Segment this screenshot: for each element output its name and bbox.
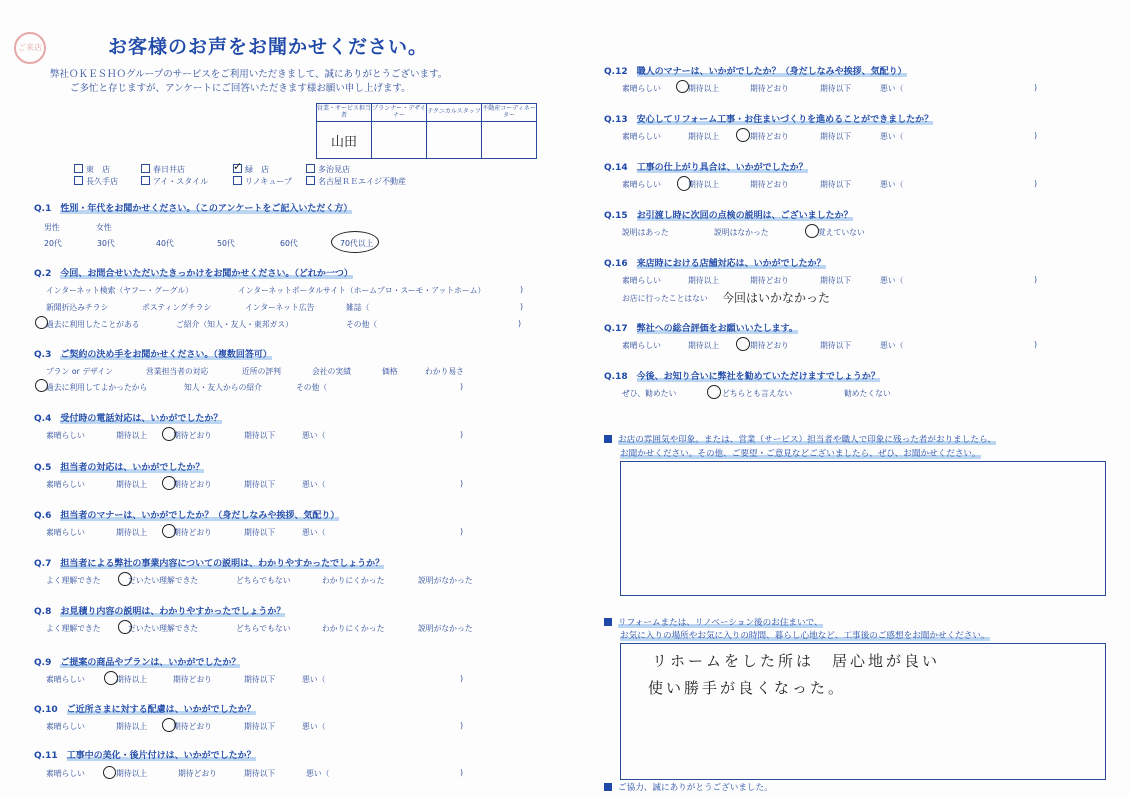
q1-age-50[interactable]: 50代 — [217, 239, 235, 248]
q2-question: Q.2 今回、お問合せいただいたきっかけをお聞かせください。（どれか一つ） — [34, 269, 353, 279]
store-higashi[interactable]: 東 店 — [74, 164, 110, 175]
q2-paren: ) — [520, 302, 524, 311]
answer-circle-icon — [162, 718, 176, 732]
section1-heading: お店の雰囲気や印象。または、営業（サービス）担当者や職人で印象に残った者がおりましたら、 — [604, 433, 996, 445]
q4-opt-bad[interactable]: 悪い（ — [302, 431, 326, 440]
q12-opt-as-expected[interactable]: 期待どおり — [750, 84, 789, 93]
q17-opt-excellent[interactable]: 素晴らしい — [622, 341, 661, 350]
q18-question: Q.18 今後、お知り合いに弊社を勧めていただけますでしょうか？ — [604, 372, 880, 382]
checkbox-icon[interactable] — [233, 176, 242, 185]
q17-opt-below[interactable]: 期待以下 — [820, 341, 852, 350]
q10-question: Q.10 ご近所さまに対する配慮は、いかがでしたか？ — [34, 705, 256, 715]
q12-paren: ) — [1034, 83, 1038, 92]
q11-opt-above[interactable]: 期待以上 — [116, 769, 148, 778]
store-tajimi[interactable]: 多治見店 — [306, 164, 350, 175]
answer-circle-icon — [103, 766, 116, 779]
q5-opt-excellent[interactable]: 素晴らしい — [46, 480, 85, 489]
staff-value-planner[interactable] — [372, 122, 427, 159]
staff-value-technical[interactable] — [427, 122, 482, 159]
q3-paren: ) — [460, 382, 464, 391]
q11-opt-excellent[interactable]: 素晴らしい — [46, 769, 85, 778]
q1-age-40[interactable]: 40代 — [156, 239, 174, 248]
q14-opt-bad[interactable]: 悪い（ — [880, 180, 904, 189]
q1-age-70plus[interactable]: 70代以上 — [340, 239, 374, 248]
q13-opt-as-expected[interactable]: 期待どおり — [750, 132, 789, 141]
q13-opt-bad[interactable]: 悪い（ — [880, 132, 904, 141]
q3-opt-plan[interactable]: プラン or デザイン — [46, 367, 113, 376]
answer-circle-icon — [104, 671, 118, 685]
q16-question: Q.16 来店時における店舗対応は、いかがでしたか？ — [604, 259, 826, 269]
q2-opt-past-user[interactable]: 過去に利用したことがある — [46, 320, 140, 329]
q1-gender-female[interactable]: 女性 — [96, 223, 112, 232]
checkbox-icon[interactable] — [141, 176, 150, 185]
q16-opt-never-visited[interactable]: お店に行ったことはない — [622, 294, 708, 303]
q16-opt-below[interactable]: 期待以下 — [820, 276, 852, 285]
q9-opt-below[interactable]: 期待以下 — [244, 675, 276, 684]
q17-opt-bad[interactable]: 悪い（ — [880, 341, 904, 350]
q8-opt-mostly[interactable]: だいたい理解できた — [128, 624, 199, 633]
q15-opt-not-explained[interactable]: 説明はなかった — [714, 228, 769, 237]
q15-question: Q.15 お引渡し時に次回の点検の説明は、ございましたか？ — [604, 211, 853, 221]
q8-question: Q.8 お見積り内容の説明は、わかりやすかったでしょうか？ — [34, 607, 286, 617]
section2-heading-line2: お気に入りの場所やお気に入りの時間、暮らし心地など、工事後のご感想をお聞かせください。 — [620, 631, 990, 641]
checkbox-icon[interactable] — [306, 164, 315, 173]
q5-opt-bad[interactable]: 悪い（ — [302, 480, 326, 489]
q9-opt-above[interactable]: 期待以上 — [116, 675, 148, 684]
q16-opt-as-expected[interactable]: 期待どおり — [750, 276, 789, 285]
q12-opt-below[interactable]: 期待以下 — [820, 84, 852, 93]
staff-value-sales[interactable]: 山田 — [317, 122, 372, 159]
q17-question: Q.17 弊社への総合評価をお願いいたします。 — [604, 324, 798, 334]
q3-opt-reputation[interactable]: 近所の評判 — [242, 367, 281, 376]
q14-opt-below[interactable]: 期待以下 — [820, 180, 852, 189]
q12-question: Q.12 職人のマナーは、いかがでしたか？（身だしなみや挨拶、気配り） — [604, 67, 907, 77]
q3-opt-past-good[interactable]: 過去に利用してよかったから — [46, 383, 148, 392]
checkbox-icon[interactable] — [306, 176, 315, 185]
q17-opt-above[interactable]: 期待以上 — [688, 341, 720, 350]
q7-opt-mostly[interactable]: だいたい理解できた — [128, 576, 199, 585]
answer-circle-icon — [676, 80, 689, 93]
checkbox-icon[interactable] — [74, 176, 83, 185]
q10-opt-excellent[interactable]: 素晴らしい — [46, 722, 85, 731]
q16-opt-bad[interactable]: 悪い（ — [880, 276, 904, 285]
q5-opt-above[interactable]: 期待以上 — [116, 480, 148, 489]
q13-question: Q.13 安心してリフォーム工事・お住まいづくりを進めることができましたか？ — [604, 115, 934, 125]
q11-paren: ) — [460, 768, 464, 777]
q10-opt-as-expected[interactable]: 期待どおり — [173, 722, 212, 731]
q2-opt-internet-ad[interactable]: インターネット広告 — [245, 303, 315, 312]
q13-paren: ) — [1034, 131, 1038, 140]
q2-opt-internet-search[interactable]: インターネット検索（ヤフー・グーグル） — [46, 286, 193, 295]
q11-question: Q.11 工事中の美化・後片付けは、いかがでしたか？ — [34, 751, 256, 761]
q11-opt-below[interactable]: 期待以下 — [244, 769, 276, 778]
q2-opt-referral[interactable]: ご紹介（知人・友人・東邦ガス） — [176, 320, 293, 329]
q4-opt-as-expected[interactable]: 期待どおり — [173, 431, 212, 440]
q2-paren: ) — [518, 319, 522, 328]
store-renocube[interactable]: リノキューブ — [233, 176, 292, 187]
answer-circle-icon — [35, 316, 48, 329]
store-nagoya-re[interactable]: 名古屋ＲＥエイジ不動産 — [306, 176, 406, 187]
q6-paren: ) — [460, 527, 464, 536]
q4-question: Q.4 受付時の電話対応は、いかがでしたか？ — [34, 414, 223, 424]
store-istyle[interactable]: アイ・スタイル — [141, 176, 208, 187]
answer-circle-icon — [118, 620, 132, 634]
answer-circle-icon — [35, 379, 48, 392]
q3-opt-other[interactable]: その他（ — [296, 383, 328, 392]
comment2-line-2: 使い勝手が良くなった。 — [648, 679, 847, 697]
q12-opt-bad[interactable]: 悪い（ — [880, 84, 904, 93]
answer-circle-icon — [736, 128, 750, 142]
q5-question: Q.5 担当者の対応は、いかがでしたか？ — [34, 463, 205, 473]
checkbox-checked-icon[interactable] — [233, 164, 242, 173]
staff-table — [316, 103, 537, 159]
q12-opt-excellent[interactable]: 素晴らしい — [622, 84, 661, 93]
staff-header-realestate: 不動産コーディネーター — [482, 104, 537, 122]
q3-opt-sales[interactable]: 営業担当者の対応 — [146, 367, 209, 376]
q14-opt-excellent[interactable]: 素晴らしい — [622, 180, 661, 189]
intro-line-2: ご多忙と存じますが、アンケートにご回答いただきます様お願い申し上げます。 — [70, 83, 411, 94]
q16-opt-above[interactable]: 期待以上 — [688, 276, 720, 285]
q18-opt-recommend[interactable]: ぜひ、勧めたい — [622, 389, 677, 398]
answer-circle-icon — [805, 224, 819, 238]
square-bullet-icon — [604, 435, 612, 443]
q8-opt-neutral[interactable]: どちらでもない — [236, 624, 291, 633]
q14-paren: ) — [1034, 179, 1038, 188]
q4-opt-above[interactable]: 期待以上 — [116, 431, 148, 440]
q8-opt-unclear[interactable]: わかりにくかった — [322, 624, 385, 633]
q2-opt-portal[interactable]: インターネットポータルサイト（ホームプロ・スーモ・アットホーム） — [238, 286, 486, 295]
q15-opt-explained[interactable]: 説明はあった — [622, 228, 669, 237]
q5-opt-as-expected[interactable]: 期待どおり — [173, 480, 212, 489]
q6-opt-as-expected[interactable]: 期待どおり — [173, 528, 212, 537]
q11-opt-as-expected[interactable]: 期待どおり — [178, 769, 217, 778]
q8-opt-none[interactable]: 説明がなかった — [418, 624, 473, 633]
q6-question: Q.6 担当者のマナーは、いかがでしたか？（身だしなみや挨拶、気配り） — [34, 511, 340, 521]
checkbox-icon[interactable] — [74, 164, 83, 173]
q2-paren: ) — [520, 285, 524, 294]
q16-handwritten-note: 今回はいかなかった — [722, 291, 831, 305]
q6-opt-below[interactable]: 期待以下 — [244, 528, 276, 537]
q3-opt-referral[interactable]: 知人・友人からの紹介 — [184, 383, 262, 392]
q4-opt-below[interactable]: 期待以下 — [244, 431, 276, 440]
q14-opt-as-expected[interactable]: 期待どおり — [750, 180, 789, 189]
q17-paren: ) — [1034, 340, 1038, 349]
q9-paren: ) — [460, 674, 464, 683]
square-bullet-icon — [604, 783, 612, 791]
staff-header-sales: 営業・サービス担当者 — [317, 104, 372, 122]
q17-opt-as-expected[interactable]: 期待どおり — [750, 341, 789, 350]
q8-opt-understood[interactable]: よく理解できた — [46, 624, 101, 633]
intro-line-1: 弊社ＯＫＥＳＨＯグループのサービスをご利用いただきまして、誠にありがとうございます。 — [50, 69, 448, 80]
q6-opt-above[interactable]: 期待以上 — [116, 528, 148, 537]
thanks-text: ご協力、誠にありがとうございました。 — [604, 781, 773, 793]
answer-circle-icon — [162, 524, 176, 538]
q2-opt-posting[interactable]: ポスティングチラシ — [142, 303, 212, 312]
q7-opt-unclear[interactable]: わかりにくかった — [322, 576, 385, 585]
staff-header-technical: テクニカルスタッフ — [427, 104, 482, 122]
q3-opt-price[interactable]: 価格 — [382, 367, 398, 376]
q6-opt-bad[interactable]: 悪い（ — [302, 528, 326, 537]
q7-opt-neutral[interactable]: どちらでもない — [236, 576, 291, 585]
answer-circle-icon — [118, 572, 132, 586]
staff-header-planner: プランナー・デザイナー — [372, 104, 427, 122]
q9-question: Q.9 ご提案の商品やプランは、いかがでしたか？ — [34, 658, 241, 668]
q11-opt-bad[interactable]: 悪い（ — [306, 769, 330, 778]
answer-circle-icon — [677, 176, 691, 191]
q2-opt-magazine[interactable]: 雑誌（ — [346, 303, 370, 312]
q1-age-60[interactable]: 60代 — [280, 239, 298, 248]
q10-opt-bad[interactable]: 悪い（ — [302, 722, 326, 731]
q1-age-20[interactable]: 20代 — [44, 239, 62, 248]
q5-opt-below[interactable]: 期待以下 — [244, 480, 276, 489]
q1-age-30[interactable]: 30代 — [97, 239, 115, 248]
checkbox-icon[interactable] — [141, 164, 150, 173]
q2-opt-other[interactable]: その他（ — [346, 320, 378, 329]
page-title: お客様のお声をお聞かせください。 — [108, 36, 429, 58]
q1-gender-male[interactable]: 男性 — [44, 223, 60, 232]
q4-paren: ) — [460, 430, 464, 439]
q16-opt-excellent[interactable]: 素晴らしい — [622, 276, 661, 285]
q7-opt-understood[interactable]: よく理解できた — [46, 576, 101, 585]
answer-circle-icon — [331, 231, 379, 253]
q18-opt-neutral[interactable]: どちらとも言えない — [722, 389, 793, 398]
q3-opt-clarity[interactable]: わかり易さ — [425, 367, 464, 376]
q1-question: Q.1 性別・年代をお聞かせください。（このアンケートをご記入いただく方） — [34, 204, 353, 214]
q16-paren: ) — [1034, 275, 1038, 284]
q13-opt-above[interactable]: 期待以上 — [688, 132, 720, 141]
store-nagakute[interactable]: 長久手店 — [74, 176, 118, 187]
q15-opt-dont-remember[interactable]: 覚えていない — [818, 228, 865, 237]
q10-opt-above[interactable]: 期待以上 — [116, 722, 148, 731]
section1-heading-line2: お聞かせください。その他、ご要望・ご意見などございましたら、ぜひ、お聞かせください。 — [620, 449, 981, 459]
q9-opt-bad[interactable]: 悪い（ — [302, 675, 326, 684]
q3-opt-track-record[interactable]: 会社の実績 — [312, 367, 351, 376]
q18-opt-not-recommend[interactable]: 勧めたくない — [844, 389, 891, 398]
answer-circle-icon — [162, 427, 176, 441]
seal-stamp: ご来店 — [14, 32, 46, 64]
store-midori[interactable]: ✓ 緑 店 — [233, 164, 269, 175]
q2-opt-newspaper[interactable]: 新聞折込みチラシ — [46, 303, 109, 312]
q14-question: Q.14 工事の仕上がり具合は、いかがでしたか？ — [604, 163, 808, 173]
q7-question: Q.7 担当者による弊社の事業内容についての説明は、わかりやすかったでしょうか？ — [34, 559, 385, 569]
store-kasugai[interactable]: 春日井店 — [141, 164, 185, 175]
q12-opt-above[interactable]: 期待以上 — [688, 84, 720, 93]
q10-opt-below[interactable]: 期待以下 — [244, 722, 276, 731]
section2-heading: リフォームまたは、リノベーション後のお住まいで、 — [604, 616, 823, 628]
answer-circle-icon — [707, 385, 721, 399]
q5-paren: ) — [460, 479, 464, 488]
q7-opt-none[interactable]: 説明がなかった — [418, 576, 473, 585]
comment2-line-1: リホームをした所は 居心地が良い — [652, 652, 941, 670]
answer-circle-icon — [162, 476, 176, 490]
comment-box-1[interactable] — [620, 461, 1106, 596]
q9-opt-as-expected[interactable]: 期待どおり — [173, 675, 212, 684]
q13-opt-below[interactable]: 期待以下 — [820, 132, 852, 141]
q9-opt-excellent[interactable]: 素晴らしい — [46, 675, 85, 684]
q13-opt-excellent[interactable]: 素晴らしい — [622, 132, 661, 141]
answer-circle-icon — [736, 337, 750, 351]
q4-opt-excellent[interactable]: 素晴らしい — [46, 431, 85, 440]
q10-paren: ) — [460, 721, 464, 730]
square-bullet-icon — [604, 618, 612, 626]
q3-question: Q.3 ご契約の決め手をお聞かせください。（複数回答可） — [34, 350, 272, 360]
staff-value-realestate[interactable] — [482, 122, 537, 159]
q14-opt-above[interactable]: 期待以上 — [688, 180, 720, 189]
q6-opt-excellent[interactable]: 素晴らしい — [46, 528, 85, 537]
